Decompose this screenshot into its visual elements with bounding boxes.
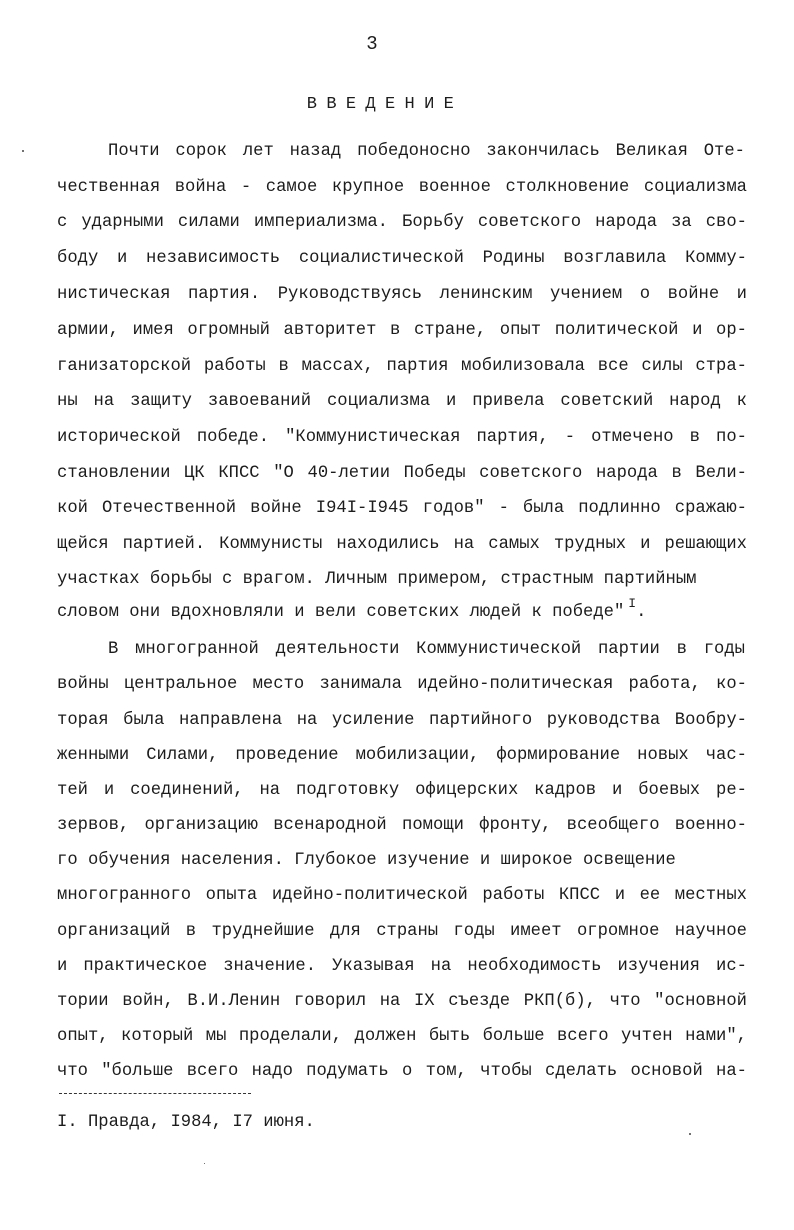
page-number: 3	[366, 33, 378, 55]
text-line-last	[57, 596, 747, 624]
text-line: ганизаторской работы в массах, партия мобилизовала все силы стра-	[57, 357, 747, 376]
text-line: участках борьбы с врагом. Личным примером, страстным партийным	[57, 570, 697, 589]
text-line: опыт, который мы проделали, должен быть больше всего учтен нами",	[57, 1027, 747, 1046]
text-line: нистическая партия. Руководствуясь ленинским учением о войне и	[57, 285, 747, 304]
text-line: женными Силами, проведение мобилизации, формирование новых час-	[57, 746, 747, 765]
text-line: щейся партией. Коммунисты находились на самых трудных и решающих	[57, 535, 747, 554]
scan-speck	[204, 1163, 205, 1164]
text-line: Почти сорок лет назад победоносно закончилась Великая Оте-	[108, 142, 745, 161]
page-title: ВВЕДЕНИЕ	[306, 95, 464, 114]
text-line: войны центральное место занимала идейно-политическая работа, ко-	[57, 675, 747, 694]
text-line: торая была направлена на усиление партийного руководства Вообру-	[57, 711, 747, 730]
sentence-end: .	[636, 603, 647, 622]
text-line-content: словом они вдохновляли и вели советских людей к победе"	[57, 603, 625, 622]
text-line: го обучения населения. Глубокое изучение и широкое освещение	[57, 851, 676, 870]
text-line: исторической победе. "Коммунистическая партия, - отмечено в по-	[57, 428, 747, 447]
text-line: чественная война - самое крупное военное столкновение социализма	[57, 178, 747, 197]
scan-speck	[22, 150, 24, 152]
text-line: армии, имея огромный авторитет в стране, опыт политической и ор-	[57, 321, 747, 340]
text-line: тей и соединений, на подготовку офицерских кадров и боевых ре-	[57, 781, 747, 800]
text-line: ны на защиту завоеваний социализма и привела советский народ к	[57, 392, 747, 411]
footnote-separator	[59, 1093, 251, 1094]
text-line: многогранного опыта идейно-политической работы КПСС и ее местных	[57, 886, 747, 905]
text-line: что "больше всего надо подумать о том, чтобы сделать основой на-	[57, 1062, 747, 1081]
footnote: I. Правда, I984, I7 июня.	[57, 1113, 315, 1132]
text-line: и практическое значение. Указывая на необходимость изучения ис-	[57, 957, 747, 976]
text-line: В многогранной деятельности Коммунистической партии в годы	[108, 640, 745, 659]
text-line: боду и независимость социалистической Родины возглавила Комму-	[57, 249, 747, 268]
text-line: с ударными силами империализма. Борьбу советского народа за сво-	[57, 213, 747, 232]
text-line: кой Отечественной войне I94I-I945 годов" - была подлинно сражаю-	[57, 499, 747, 518]
footnote-reference: I	[628, 596, 637, 611]
text-line: зервов, организацию всенародной помощи фронту, всеобщего военно-	[57, 816, 747, 835]
text-line: становлении ЦК КПСС "О 40-летии Победы советского народа в Вели-	[57, 464, 747, 483]
scan-speck	[689, 1133, 691, 1135]
text-line: тории войн, В.И.Ленин говорил на IX съезде РКП(б), что "основной	[57, 992, 747, 1011]
text-line: организаций в труднейшие для страны годы имеет огромное научное	[57, 922, 747, 941]
